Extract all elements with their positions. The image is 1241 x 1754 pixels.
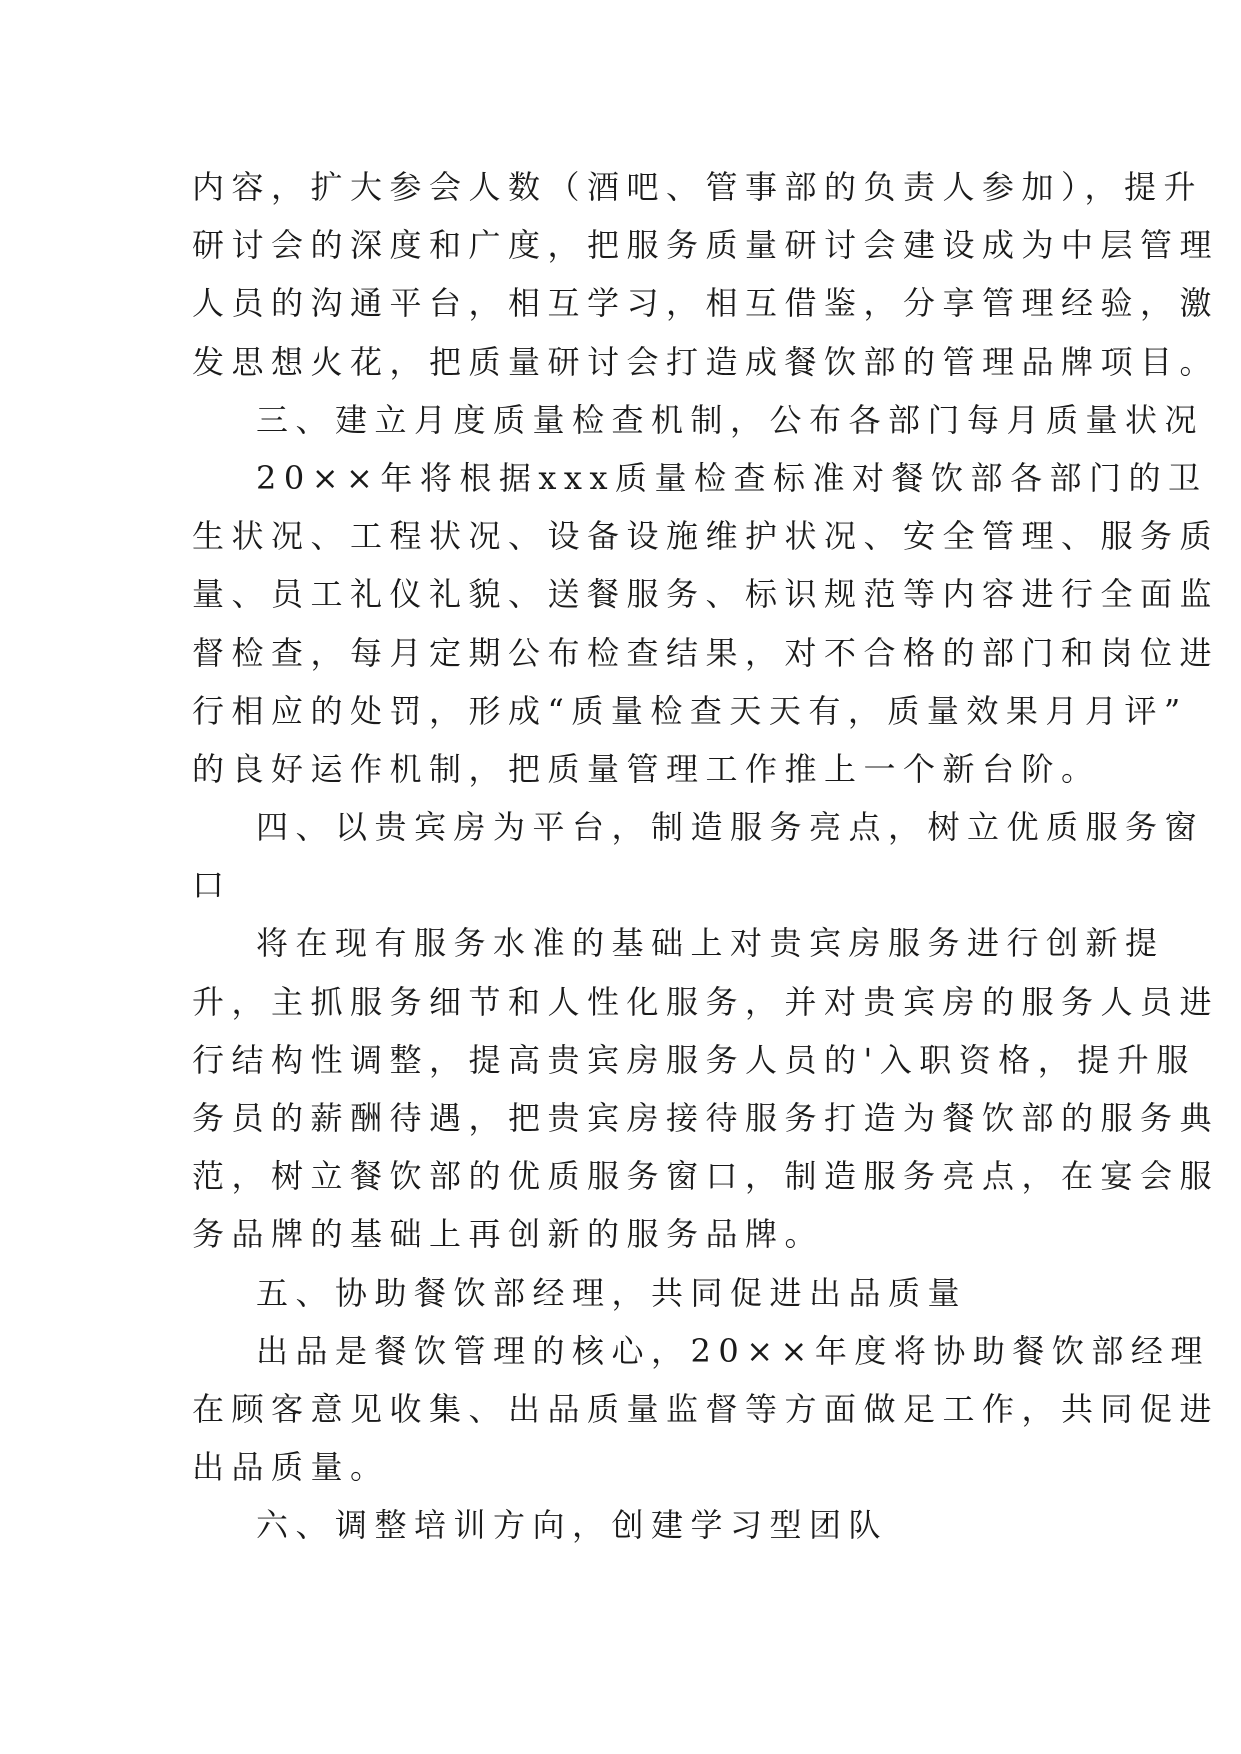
paragraph-line: 升，主抓服务细节和人性化服务，并对贵宾房的服务人员进 [192, 982, 1220, 1021]
paragraph-line: 出品是餐饮管理的核心，20××年度将协助餐饮部经理 [256, 1331, 1210, 1370]
paragraph-line: 的良好运作机制，把质量管理工作推上一个新台阶。 [192, 749, 1101, 788]
paragraph-line: 务员的薪酬待遇，把贵宾房接待服务打造为餐饮部的服务典 [192, 1099, 1220, 1137]
section-heading: 四、以贵宾房为平台，制造服务亮点，树立优质服务窗 [256, 808, 1205, 847]
section-heading: 五、协助餐饮部经理，共同促进出品质量 [256, 1273, 968, 1312]
paragraph-line: 将在现有服务水准的基础上对贵宾房服务进行创新提 [256, 924, 1165, 963]
paragraph-line: 生状况、工程状况、设备设施维护状况、安全管理、服务质 [192, 517, 1220, 556]
paragraph-line: 行结构性调整，提高贵宾房服务人员的'入职资格，提升服 [192, 1040, 1196, 1079]
paragraph-line: 范，树立餐饮部的优质服务窗口，制造服务亮点，在宴会服 [192, 1157, 1220, 1196]
paragraph-line: 在顾客意见收集、出品质量监督等方面做足工作，共同促进 [192, 1389, 1220, 1428]
paragraph-line: 督检查，每月定期公布检查结果，对不合格的部门和岗位进 [192, 633, 1220, 672]
paragraph-line: 研讨会的深度和广度，把服务质量研讨会建设成为中层管理 [192, 226, 1220, 265]
paragraph-line: 出品质量。 [192, 1448, 390, 1487]
paragraph-line: 务品牌的基础上再创新的服务品牌。 [192, 1215, 825, 1254]
section-heading-continuation: 口 [192, 866, 232, 905]
section-heading: 三、建立月度质量检查机制，公布各部门每月质量状况 [256, 400, 1205, 439]
body-text [192, 158, 1220, 1555]
paragraph-line: 量、员工礼仪礼貌、送餐服务、标识规范等内容进行全面监 [192, 575, 1220, 614]
section-heading: 六、调整培训方向，创建学习型团队 [256, 1506, 889, 1545]
paragraph-line: 20××年将根据xxx质量检查标准对餐饮部各部门的卫 [256, 458, 1208, 497]
paragraph-line: 发思想火花，把质量研讨会打造成餐饮部的管理品牌项目。 [192, 342, 1220, 381]
paragraph-line: 行相应的处罚，形成“质量检查天天有，质量效果月月评” [192, 691, 1188, 730]
paragraph-line: 人员的沟通平台，相互学习，相互借鉴，分享管理经验，激 [192, 284, 1220, 323]
paragraph-line: 内容，扩大参会人数（酒吧、管事部的负责人参加），提升 [192, 168, 1204, 206]
